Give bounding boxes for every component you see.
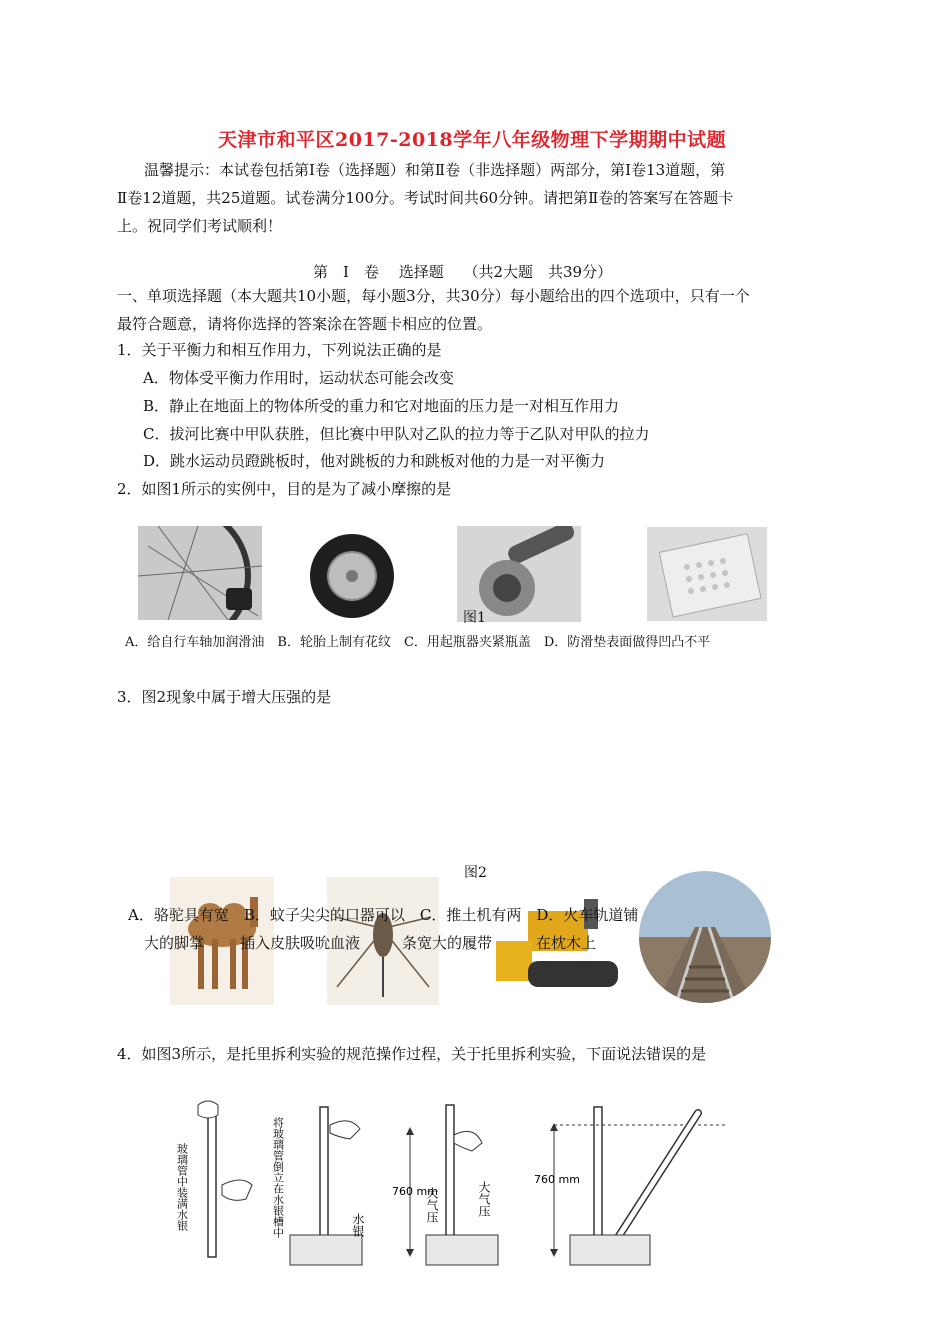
mercury-basin-1 [290, 1235, 362, 1265]
section-heading: 第 Ⅰ 卷 选择题 （共2大题 共39分） [313, 263, 613, 281]
q3-option-d-cont: 在枕木上 [536, 934, 597, 952]
hand-icon [330, 1121, 360, 1139]
q3-option-a-cont: 大的脚掌 [144, 934, 205, 952]
q4-stem: 4．如图3所示，是托里拆利实验的规范操作过程，关于托里拆利实验，下面说法错误的是 [117, 1045, 707, 1063]
hand-icon [454, 1131, 482, 1151]
section1-line-2: 最符合题意，请将你选择的答案涂在答题卡相应的位置。 [117, 315, 493, 333]
q3-stem: 3．图2现象中属于增大压强的是 [117, 688, 332, 706]
label-760-a: 760 mm [392, 1185, 438, 1198]
label-fill-tube: 玻璃管中装满水银 [175, 1143, 189, 1231]
label-atm-pressure-1: 大气压 [425, 1187, 439, 1223]
label-mercury: 水银 [351, 1213, 365, 1237]
q2-options: A．给自行车轴加润滑油 B．轮胎上制有花纹 C．用起瓶器夹紧瓶盖 D．防滑垫表面做得凹凸不平 [125, 635, 711, 650]
glass-tube-2 [320, 1107, 328, 1255]
tire-photo [297, 526, 407, 620]
hand-icon [222, 1180, 252, 1200]
figure-2-caption: 图2 [464, 865, 487, 881]
label-760-b: 760 mm [534, 1173, 580, 1186]
bicycle-wheel-photo [138, 526, 262, 620]
label-invert-tube: 将玻璃管倒立在水银槽中 [271, 1117, 285, 1238]
q2-stem: 2．如图1所示的实例中，目的是为了减小摩擦的是 [117, 480, 452, 498]
q1-option-c: C．拔河比赛中甲队获胜，但比赛中甲队对乙队的拉力等于乙队对甲队的拉力 [143, 425, 650, 443]
anti-slip-mat-photo [647, 527, 767, 621]
section1-line-1: 一、单项选择题（本大题共10小题，每小题3分，共30分）每小题给出的四个选项中，只有一个 [117, 287, 750, 305]
notice-line-2: Ⅱ卷12道题，共25道题。试卷满分100分。考试时间共60分钟。请把第Ⅱ卷的答案写在答题卡 [117, 189, 734, 207]
notice-line-1: 温馨提示：本试卷包括第Ⅰ卷（选择题）和第Ⅱ卷（非选择题）两部分，第Ⅰ卷13道题，第 [144, 161, 726, 179]
q3-option-b-cont: 插入皮肤吸吮血液 [240, 934, 361, 952]
glass-tube-1 [208, 1107, 216, 1257]
hand-icon [198, 1101, 218, 1118]
label-atm-pressure-2: 大气压 [477, 1181, 491, 1217]
page-title: 天津市和平区2017-2018学年八年级物理下学期期中试题 [218, 129, 727, 151]
mercury-basin-2 [426, 1235, 498, 1265]
glass-tube-3 [446, 1105, 454, 1255]
mercury-basin-3 [570, 1235, 650, 1265]
q1-stem: 1．关于平衡力和相互作用力，下列说法正确的是 [117, 341, 442, 359]
q1-option-d: D．跳水运动员蹬跳板时，他对跳板的力和跳板对他的力是一对平衡力 [143, 452, 606, 470]
figure-1-caption: 图1 [463, 610, 486, 626]
notice-line-3: 上。祝同学们考试顺利！ [117, 217, 283, 235]
figure-3-torricelli-diagram [170, 1095, 730, 1275]
railway-photo [635, 867, 775, 1007]
q1-option-b: B．静止在地面上的物体所受的重力和它对地面的压力是一对相互作用力 [143, 397, 620, 415]
q3-options-line-1: A．骆驼具有宽 B．蚊子尖尖的口器可以 C．推土机有两 D．火车轨道铺 [128, 906, 639, 924]
q3-option-c-cont: 条宽大的履带 [402, 934, 493, 952]
q1-option-a: A．物体受平衡力作用时，运动状态可能会改变 [143, 369, 454, 387]
